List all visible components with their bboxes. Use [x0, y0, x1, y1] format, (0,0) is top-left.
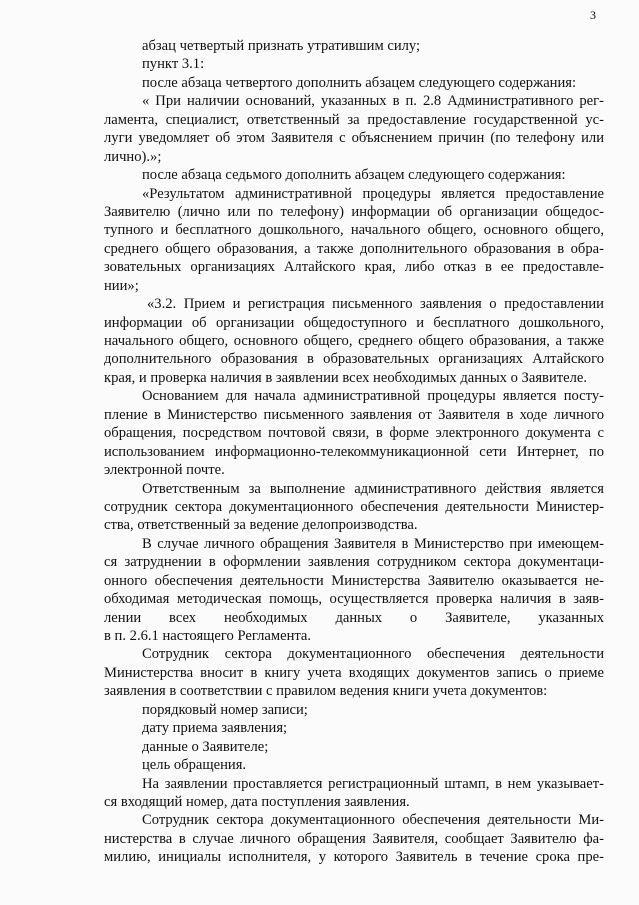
text-line: заявления в соответствии с правилом ведения книги учета документов:	[104, 683, 548, 700]
text-line: информации об организации общедоступного и бесплатного дошкольного,	[104, 314, 604, 331]
text-line: после абзаца четвертого дополнить абзацем следующего содержания:	[142, 74, 577, 91]
text-line: Министерства вносит в книгу учета входящих документов запись о приеме	[104, 664, 604, 681]
text-line: «3.2. Прием и регистрация письменного заявления о предоставлении	[147, 296, 604, 313]
text-line: цель обращения.	[142, 757, 247, 774]
text-line: абзац четвертый признать утратившим силу;	[142, 38, 421, 54]
text-line: Заявителю (лично или по телефону) информации об организации общедос-	[104, 203, 604, 220]
text-line: ся входящий номер, дата поступления заявления.	[104, 793, 410, 810]
text-line: онного обеспечения деятельности Министерства Заявителю оказывается не-	[104, 572, 604, 589]
text-line: электронной почте.	[104, 462, 225, 479]
text-line: На заявлении проставляется регистрационный штамп, в нем указывает-	[142, 775, 604, 792]
text-line: тупного и бесплатного дошкольного, начального общего, основного общего,	[104, 222, 604, 239]
text-line: данные о Заявителе;	[142, 738, 269, 755]
text-line: Ответственным за выполнение административного действия является	[142, 480, 604, 497]
text-line: ства, ответственный за ведение делопроизводства.	[104, 517, 418, 534]
text-line: В случае личного обращения Заявителя в Министерство при имеющем-	[142, 535, 604, 552]
text-line: порядковый номер записи;	[142, 701, 308, 718]
text-line: обращения, посредством почтовой связи, в форме электронного документа с	[104, 425, 604, 442]
text-line: Сотрудник сектора документационного обеспечения деятельности	[142, 646, 604, 663]
text-line: Основанием для начала административной процедуры является посту-	[142, 388, 604, 405]
text-line: пление в Министерство письменного заявления от Заявителя в ходе личного	[104, 406, 604, 423]
document-body	[104, 37, 604, 867]
text-line: ся затруднении в оформлении заявления сотрудником сектора документаци-	[104, 554, 604, 571]
text-line: ламента, специалист, ответственный за предоставление государственной ус-	[104, 111, 604, 128]
text-line: начального общего, основного общего, среднего общего образования, а также	[104, 333, 604, 349]
text-line: милию, инициалы исполнителя, у которого Заявитель в течение срока пре-	[104, 849, 604, 866]
text-line: обходимая методическая помощь, осуществляется проверка наличия в заяв-	[104, 591, 604, 608]
text-line: лении всех необходимых данных о Заявителе, указанных	[104, 609, 604, 626]
text-line: лично).»;	[104, 148, 162, 165]
text-line: луги уведомляет об этом Заявителя с объяснением причин (по телефону или	[104, 130, 604, 147]
text-line: использованием информационно-телекоммуникационной сети Интернет, по	[104, 443, 604, 460]
text-line: нистерства в случае личного обращения Заявителя, сообщает Заявителю фа-	[104, 830, 604, 847]
text-line: среднего общего образования, а также дополнительного образования в обра-	[104, 240, 604, 257]
text-line: Сотрудник сектора документационного обеспечения деятельности Ми-	[142, 812, 604, 829]
text-line: после абзаца седьмого дополнить абзацем следующего содержания:	[142, 167, 566, 184]
text-line: в п. 2.6.1 настоящего Регламента.	[104, 628, 312, 644]
page-number: 3	[590, 8, 596, 22]
text-line: зовательных организациях Алтайского края, либо отказ в ее предоставле-	[104, 259, 604, 276]
text-line: края, и проверка наличия в заявлении всех необходимых данных о Заявителе.	[104, 369, 588, 386]
text-line: дату приема заявления;	[142, 720, 288, 737]
text-line: нии»;	[104, 277, 139, 294]
text-line: дополнительного образования в образовательных организациях Алтайского	[104, 351, 604, 368]
text-line: «Результатом административной процедуры является предоставление	[142, 185, 604, 202]
text-line: пункт 3.1:	[142, 56, 205, 73]
text-line: сотрудник сектора документационного обеспечения деятельности Министер-	[104, 498, 604, 515]
text-line: « При наличии оснований, указанных в п. 2.8 Административного рег-	[142, 93, 604, 110]
